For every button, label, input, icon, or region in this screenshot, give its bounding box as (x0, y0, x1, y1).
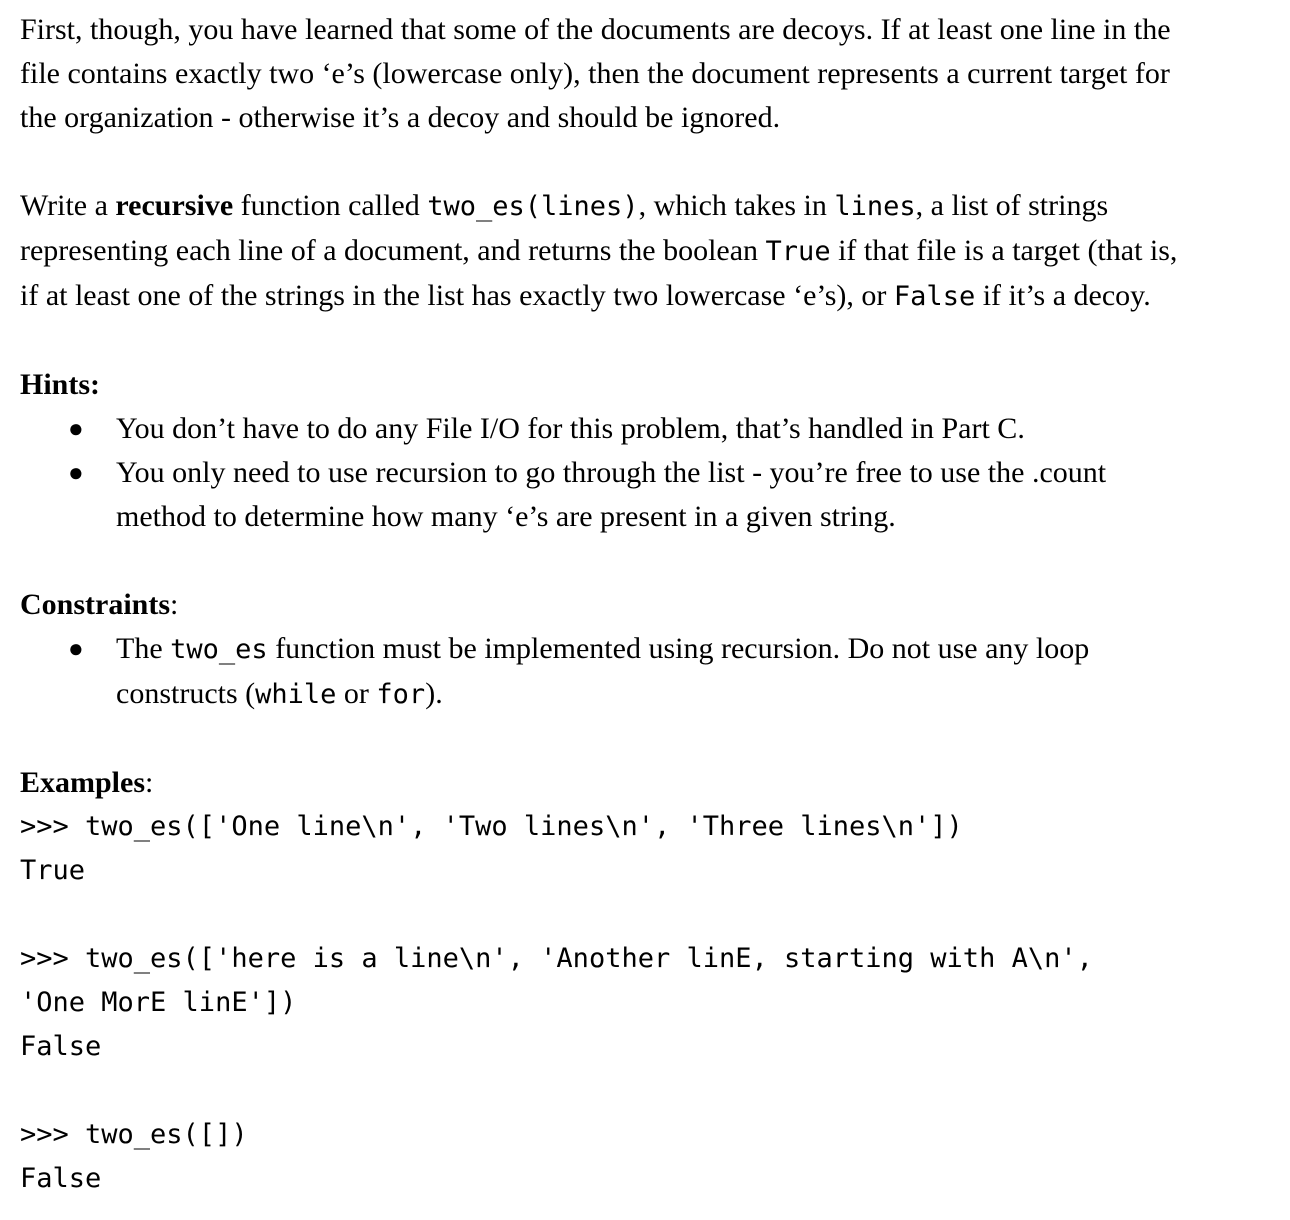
constraints-list (20, 627, 1276, 717)
constraint-text: function must be implemented using recursion. Do not use any loop (267, 632, 1090, 665)
examples-title: Examples (20, 766, 146, 799)
hints-section (20, 363, 1276, 539)
hint-text: You only need to use recursion to go through the list - you’re free to use the .count (116, 456, 1107, 489)
example-call: >>> two_es(['here is a line\n', 'Another linE, starting with A\n', (20, 943, 1093, 974)
task-line-2 (20, 229, 1276, 274)
function-signature-code: two_es(lines) (427, 191, 639, 222)
examples-heading (20, 761, 1276, 805)
hint-item (20, 451, 1276, 539)
task-text: if that file is a target (that is, (830, 234, 1178, 267)
constraint-item (20, 627, 1276, 717)
two-es-code: two_es (170, 634, 268, 665)
example-3 (20, 1113, 1276, 1201)
task-text: if at least one of the strings in the list has exactly two lowercase ‘e’s), or (20, 279, 894, 312)
example-call: >>> two_es(['One line\n', 'Two lines\n', 'Three lines\n']) (20, 811, 963, 842)
hints-list (20, 407, 1276, 539)
constraint-text: constructs ( (116, 677, 256, 710)
task-line-3 (20, 274, 1276, 319)
constraint-text: ). (425, 677, 443, 710)
hints-heading (20, 363, 1276, 407)
true-code: True (765, 236, 831, 267)
task-text: Write a (20, 189, 116, 222)
colon: : (145, 766, 154, 799)
intro-line-2: file contains exactly two ‘e’s (lowercase only), then the document represents a current target for (20, 57, 1170, 90)
constraints-title: Constraints (20, 588, 171, 621)
hint-text: You don’t have to do any File I/O for this problem, that’s handled in Part C. (116, 412, 1025, 445)
task-text: , a list of strings (915, 189, 1109, 222)
constraints-heading (20, 583, 1276, 627)
example-call: >>> two_es([]) (20, 1119, 248, 1150)
intro-line-1: First, though, you have learned that some of the documents are decoys. If at least one line in the (20, 13, 1171, 46)
intro-paragraph (20, 8, 1276, 140)
task-text: representing each line of a document, and returns the boolean (20, 234, 766, 267)
constraint-text: or (336, 677, 377, 710)
bullet-icon: ● (68, 414, 84, 443)
task-text: , which takes in (638, 189, 835, 222)
task-text: if it’s a decoy. (975, 279, 1151, 312)
constraint-text: The (116, 632, 171, 665)
false-code: False (893, 281, 976, 312)
constraints-section (20, 583, 1276, 717)
colon: : (170, 588, 179, 621)
task-line-1 (20, 184, 1276, 229)
hint-text: method to determine how many ‘e’s are present in a given string. (116, 500, 896, 533)
document-page (20, 8, 1276, 1201)
task-text: function called (233, 189, 428, 222)
example-1 (20, 805, 1276, 893)
example-result: False (20, 1031, 102, 1062)
while-code: while (255, 679, 337, 710)
for-code: for (376, 679, 426, 710)
task-bold-recursive: recursive (115, 189, 234, 222)
task-paragraph (20, 184, 1276, 319)
example-result: True (20, 855, 86, 886)
lines-param-code: lines (834, 191, 916, 222)
hints-title: Hints: (20, 368, 101, 401)
example-result: False (20, 1163, 102, 1194)
example-call-continuation: 'One MorE linE']) (20, 987, 297, 1018)
bullet-icon: ● (68, 458, 84, 487)
example-2 (20, 937, 1276, 1069)
examples-section (20, 761, 1276, 1201)
hint-item (20, 407, 1276, 451)
intro-line-3: the organization - otherwise it’s a decoy and should be ignored. (20, 101, 781, 134)
bullet-icon: ● (68, 634, 84, 663)
